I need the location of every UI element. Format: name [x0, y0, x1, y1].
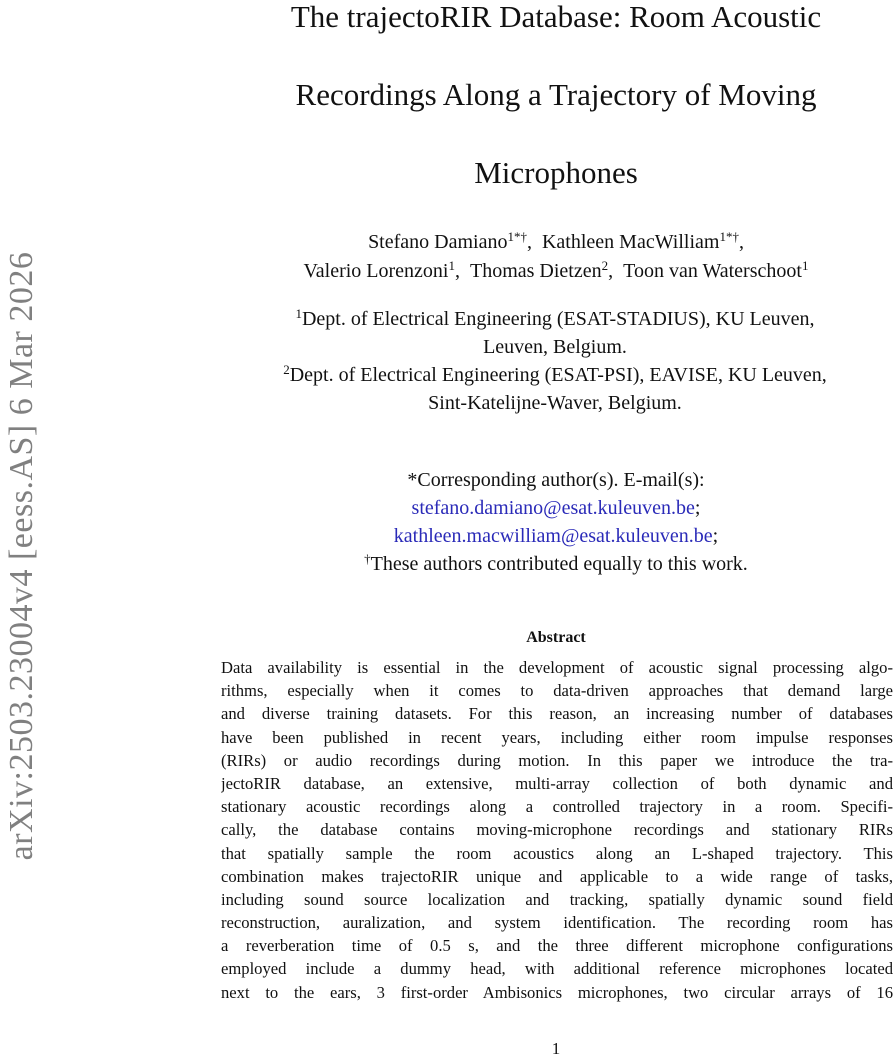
author-affiliation-mark: 2	[601, 258, 609, 273]
abstract-line: reconstruction, auralization, and system identification. The recording room has	[221, 913, 893, 933]
arxiv-side-stamp	[0, 196, 44, 916]
email-line: kathleen.macwilliam@esat.kuleuven.be;	[393, 525, 719, 547]
title-line: The trajectoRIR Database: Room Acoustic	[290, 0, 822, 34]
abstract-line: that spatially sample the room acoustics along an L-shaped trajectory. This	[221, 843, 893, 863]
affiliation-line: Sint-Katelijne-Waver, Belgium.	[428, 392, 682, 414]
email-link[interactable]: stefano.damiano@esat.kuleuven.be	[411, 497, 695, 519]
author-name: Toon van Waterschoot	[623, 260, 802, 282]
author-affiliation-mark: 1	[801, 258, 809, 273]
page-number: 1	[551, 1039, 561, 1058]
abstract-line: employed include a dummy head, with additional reference microphones located	[221, 959, 893, 979]
affiliations	[210, 305, 896, 417]
abstract-line: including sound source localization and tracking, spatially dynamic sound field	[221, 889, 893, 909]
author-affiliation-mark: 1*†	[719, 229, 739, 244]
author-name: Valerio Lorenzoni	[303, 260, 449, 282]
correspondence-label: *Corresponding author(s). E-mail(s):	[407, 469, 705, 491]
arxiv-identifier: arXiv:2503.23004v4 [eess.AS] 6 Mar 2026	[3, 251, 40, 861]
dagger-mark: †	[364, 551, 371, 566]
title-line: Microphones	[474, 155, 638, 190]
author-line: Valerio Lorenzoni$^1$, Thomas Dietzen$^2$, Toon van Waterschoot$^1$	[303, 258, 809, 282]
abstract-line: have been published in recent years, including either room impulse responses	[221, 727, 893, 747]
paper-title	[220, 0, 892, 212]
affiliation-line: $^2$Dept. of Electrical Engineering (ESAT-PSI), EAVISE, KU Leuven,	[283, 362, 827, 386]
abstract-body	[221, 656, 893, 1004]
email-link[interactable]: kathleen.macwilliam@esat.kuleuven.be	[393, 525, 713, 547]
correspondence-block	[216, 466, 896, 578]
author-name: Kathleen MacWilliam	[541, 231, 720, 253]
abstract-line: and diverse training datasets. For this reason, an increasing number of databases	[221, 704, 893, 724]
affiliation-line: $^1$Dept. of Electrical Engineering (ESAT-STADIUS), KU Leuven,	[295, 306, 815, 330]
abstract-line: cally, the database contains moving-microphone recordings and stationary RIRs	[221, 820, 893, 840]
affiliation-mark: 2	[283, 362, 290, 377]
abstract-line: next to the ears, 3 first-order Ambisonics microphones, two circular arrays of 16	[221, 982, 893, 1002]
abstract-heading: Abstract	[526, 629, 586, 646]
author-affiliation-mark: 1*†	[507, 229, 527, 244]
abstract-line: rithms, especially when it comes to data-driven approaches that demand large	[221, 681, 893, 701]
abstract-line: (RIRs) or audio recordings during motion. In this paper we introduce the tra-	[221, 750, 893, 770]
author-list	[216, 228, 896, 286]
title-line: Recordings Along a Trajectory of Moving	[295, 77, 817, 112]
email-line: stefano.damiano@esat.kuleuven.be;	[411, 497, 701, 519]
author-name: Thomas Dietzen	[470, 260, 602, 282]
abstract-line: jectoRIR database, an extensive, multi-array collection of both dynamic and	[221, 773, 893, 793]
equal-contribution-note: †These authors contributed equally to this work.	[364, 551, 748, 575]
author-name: Stefano Damiano	[368, 231, 508, 253]
affiliation-line: Leuven, Belgium.	[483, 336, 627, 358]
abstract-line: stationary acoustic recordings along a controlled trajectory in a room. Specifi-	[221, 797, 893, 817]
author-line: Stefano Damiano$^{1*\dagger}$, Kathleen MacWilliam$^{1*\dagger}$,	[368, 229, 744, 253]
affiliation-mark: 1	[295, 306, 302, 321]
abstract-line: a reverberation time of 0.5 s, and the three different microphone configurations	[221, 936, 893, 956]
abstract-line: Data availability is essential in the development of acoustic signal processing algo-	[221, 658, 893, 677]
abstract-line: combination makes trajectoRIR unique and applicable to a wide range of tasks,	[221, 866, 893, 886]
author-affiliation-mark: 1	[448, 258, 455, 273]
